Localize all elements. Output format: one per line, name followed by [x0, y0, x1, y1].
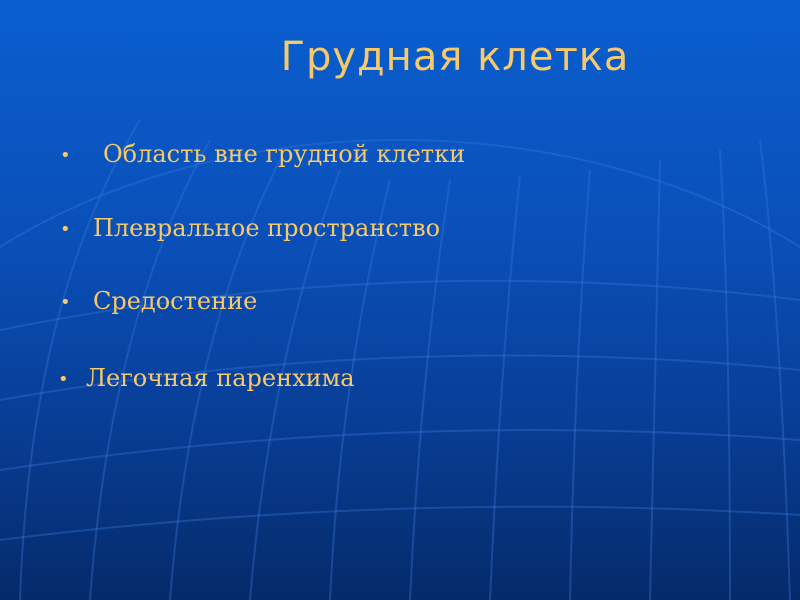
bullet-item-pleural-space: Плевральное пространство [93, 214, 441, 242]
bullet-icon: • [60, 145, 71, 166]
bullet-item-lung-parenchyma: Легочная паренхима [86, 364, 355, 392]
slide-title: Грудная клетка [280, 34, 630, 80]
bullet-item-mediastinum: Средостение [93, 287, 258, 315]
bullet-icon: • [58, 369, 69, 390]
bullet-icon: • [60, 219, 71, 240]
bullet-item-outside-chest: Область вне грудной клетки [103, 140, 466, 168]
bullet-icon: • [60, 292, 71, 313]
